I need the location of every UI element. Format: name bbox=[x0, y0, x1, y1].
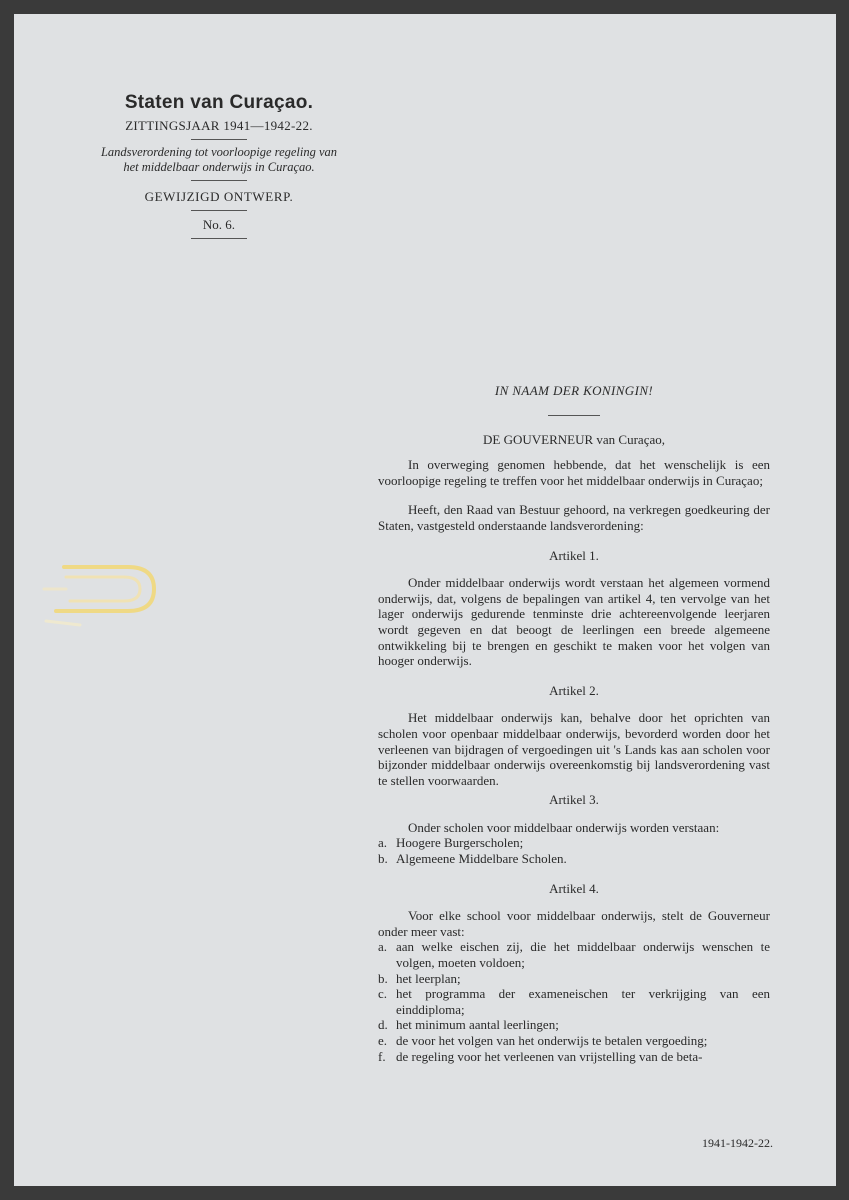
header-title: Staten van Curaçao. bbox=[124, 92, 314, 113]
header-subject-line2: het middelbaar onderwijs in Curaçao. bbox=[123, 160, 315, 174]
article-title: Artikel 1. bbox=[549, 547, 599, 563]
header-subject bbox=[74, 145, 364, 175]
body-divider bbox=[548, 415, 600, 416]
article-text: Voor elke school voor middelbaar onderwijs, stelt de Gouverneur onder meer vast: bbox=[378, 908, 770, 939]
article-title: Artikel 2. bbox=[549, 682, 599, 698]
paperclip-stain bbox=[36, 559, 166, 639]
list-item: f. de regeling voor het verleenen van vrijstelling van de beta- bbox=[378, 1048, 703, 1064]
list-item: d. het minimum aantal leerlingen; bbox=[378, 1017, 559, 1033]
document-header bbox=[74, 92, 364, 244]
header-divider bbox=[191, 210, 247, 211]
recital-1: In overweging genomen hebbende, dat het wenschelijk is een voorloopige regeling te treffen voor het middelbaar onderwijs in Curaçao; bbox=[378, 457, 770, 488]
article-title: Artikel 3. bbox=[549, 792, 599, 808]
document-body bbox=[378, 383, 770, 1064]
document-page bbox=[14, 14, 836, 1186]
list-item: a. aan welke eischen zij, die het middelbaar onderwijs wenschen te volgen, moeten voldoen; bbox=[378, 939, 770, 971]
header-draft: GEWIJZIGD ONTWERP. bbox=[144, 189, 294, 204]
list-item: c. het programma der exameneischen ter verkrijging van een einddiploma; bbox=[378, 986, 770, 1017]
article-title: Artikel 4. bbox=[549, 880, 599, 896]
header-session: ZITTINGSJAAR 1941—1942-22. bbox=[125, 118, 313, 133]
header-subject-line1: Landsverordening tot voorloopige regeling van bbox=[100, 145, 338, 159]
list-item: a. Hoogere Burgerscholen; bbox=[378, 835, 524, 851]
invocation: IN NAAM DER KONINGIN! bbox=[494, 383, 654, 398]
list-item: b. Algemeene Middelbare Scholen. bbox=[378, 851, 567, 867]
footer-code: 1941-1942-22. bbox=[702, 1136, 773, 1150]
article-list bbox=[378, 835, 770, 866]
article-list bbox=[378, 939, 770, 1064]
article-text: Onder scholen voor middelbaar onderwijs worden verstaan: bbox=[408, 819, 720, 835]
header-divider bbox=[191, 180, 247, 181]
article-text: Het middelbaar onderwijs kan, behalve door het oprichten van scholen voor openbaar middelbaar onderwijs, bevorderd worden door het verleenen van bijdragen of vergoedingen uit 's Lands kas aan scholen voor bijzonder middelbaar onderwijs overeenkomstig bij landsverordening vast te stellen voorwaarden. bbox=[378, 710, 770, 788]
header-divider bbox=[191, 238, 247, 239]
list-item: b. het leerplan; bbox=[378, 970, 461, 986]
list-item: e. de voor het volgen van het onderwijs te betalen vergoeding; bbox=[378, 1033, 708, 1048]
recital-2: Heeft, den Raad van Bestuur gehoord, na verkregen goedkeuring der Staten, vastgesteld onderstaande landsverordening: bbox=[378, 502, 770, 533]
issuer: DE GOUVERNEUR van Curaçao, bbox=[483, 431, 665, 447]
header-number: No. 6. bbox=[202, 217, 236, 232]
article-text: Onder middelbaar onderwijs wordt verstaan het algemeen vormend onderwijs, dat, volgens de bepalingen van artikel 4, ten vervolge van het lager onderwijs gedurende tenminste drie achtereenvolgende leerjaren wordt gegeven en dat beoogt de leerlingen een breede algemeene ontwikkeling bij te brengen en geschikt te maken voor het volgen van hooger onderwijs. bbox=[378, 575, 770, 669]
header-divider bbox=[191, 139, 247, 140]
